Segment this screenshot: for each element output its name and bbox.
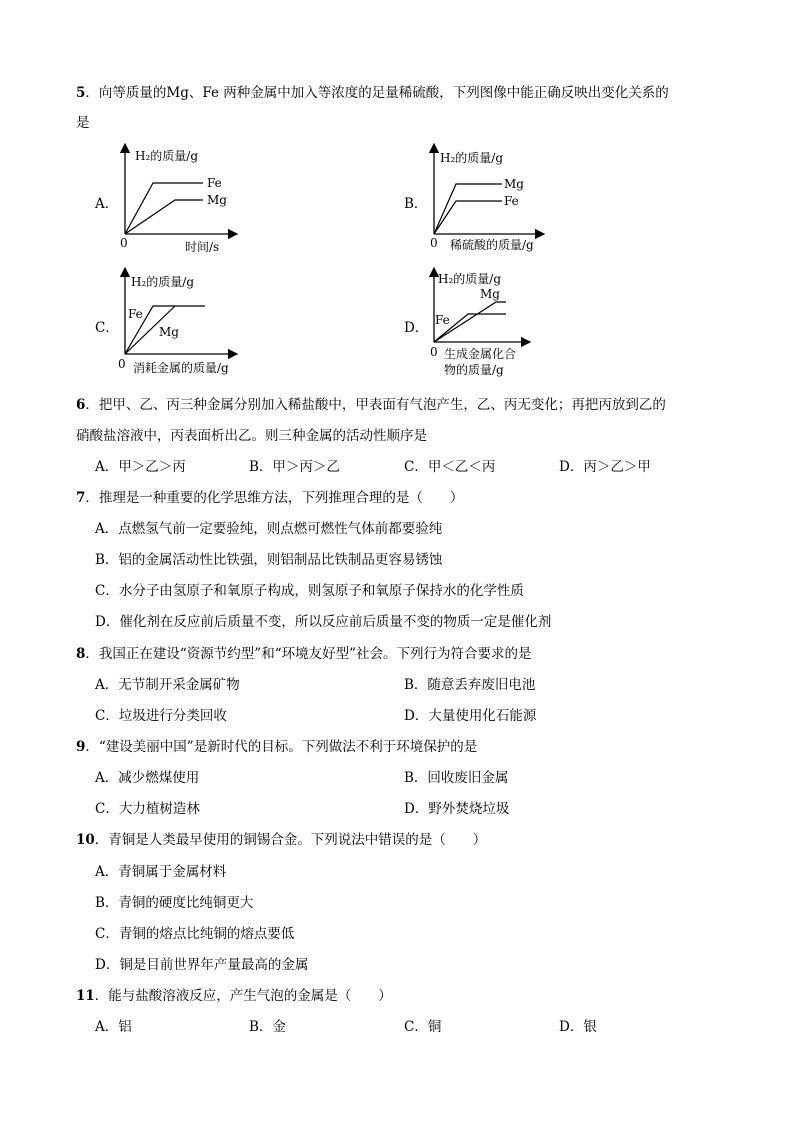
origin-label: 0 (430, 236, 438, 250)
question-6-stem: 6．把甲、乙、丙三种金属分别加入稀盐酸中，甲表面有气泡产生，乙、丙无变化；再把丙放到乙的 (76, 397, 666, 413)
graph-d (424, 266, 584, 382)
x-axis-label: 时间/s (185, 240, 220, 254)
line-upper (434, 184, 502, 234)
question-9-stem: 9．“建设美丽中国”是新时代的目标。下列做法不利于环境保护的是 (76, 739, 478, 755)
origin-label: 0 (430, 345, 438, 359)
question-11-stem: 11．能与盐酸溶液反应，产生气泡的金属是（ ） (76, 988, 392, 1004)
q8-option-b: B．随意丢弃废旧电池 (404, 677, 536, 693)
line-lower (125, 200, 203, 234)
x-axis-label-line2: 物的质量/g (444, 363, 504, 377)
q11-option-c: C．铜 (404, 1019, 442, 1035)
question-number: 10 (76, 832, 95, 848)
question-number: 8 (76, 646, 86, 662)
option-a-label: A． (95, 196, 119, 212)
question-7-stem: 7．推理是一种重要的化学思维方法，下列推理合理的是（ ） (76, 490, 464, 506)
question-6-stem-cont (76, 427, 427, 445)
question-number: 5 (76, 85, 86, 101)
graph-c (115, 266, 265, 382)
question-number: 9 (76, 739, 86, 755)
q8-option-c: C．垃圾进行分类回收 (95, 708, 227, 724)
question-8-stem: 8．我国正在建设“资源节约型”和“环境友好型”社会。下列行为符合要求的是 (76, 646, 532, 662)
q7-option-d: D．催化剂在反应前后质量不变，所以反应前后质量不变的物质一定是催化剂 (95, 614, 552, 630)
q11-option-d: D．银 (559, 1019, 597, 1035)
question-text: 向等质量的Mg、Fe 两种金属中加入等浓度的足量稀硫酸，下列图像中能正确反映出变化关系的 (98, 85, 669, 101)
question-number: 6 (76, 397, 86, 413)
q10-option-b: B．青铜的硬度比纯铜更大 (95, 895, 254, 911)
question-number: 7 (76, 490, 86, 506)
question-5-stem-cont (76, 114, 90, 132)
line-lower-label: Mg (207, 193, 227, 207)
q8-option-d: D．大量使用化石能源 (404, 708, 537, 724)
q9-option-c: C．大力植树造林 (95, 801, 200, 817)
q6-option-b: B．甲＞丙＞乙 (249, 459, 340, 475)
question-text: 能与盐酸溶液反应，产生气泡的金属是（ ） (108, 988, 392, 1004)
q10-option-c: C．青铜的熔点比纯铜的熔点要低 (95, 926, 295, 942)
q7-option-a: A．点燃氢气前一定要验纯，则点燃可燃性气体前都要验纯 (95, 521, 443, 537)
q9-option-d: D．野外焚烧垃圾 (404, 801, 510, 817)
q7-option-b: B．铝的金属活动性比铁强，则铝制品比铁制品更容易锈蚀 (95, 552, 443, 568)
question-text: 青铜是人类最早使用的铜锡合金。下列说法中错误的是（ ） (108, 832, 487, 848)
graph-a (115, 142, 265, 254)
question-number: 11 (76, 988, 95, 1004)
x-axis-label: 稀硫酸的质量/g (450, 238, 534, 252)
q9-option-a: A．减少燃煤使用 (95, 770, 200, 786)
origin-label: 0 (120, 236, 128, 250)
line-upper-label: Mg (480, 287, 500, 301)
x-axis-label: 消耗金属的质量/g (133, 361, 229, 375)
option-c-label: C． (95, 320, 119, 336)
q6-option-d: D．丙＞乙＞甲 (559, 459, 651, 475)
q10-option-a: A．青铜属于金属材料 (95, 864, 227, 880)
question-text: “建设美丽中国”是新时代的目标。下列做法不利于环境保护的是 (98, 739, 478, 755)
line-lower-label: Fe (504, 194, 519, 208)
question-10-stem: 10．青铜是人类最早使用的铜锡合金。下列说法中错误的是（ ） (76, 832, 487, 848)
y-axis-label: H₂的质量/g (135, 149, 199, 163)
line-lower (434, 201, 502, 234)
line-lower-label: Fe (435, 313, 450, 327)
origin-label: 0 (118, 357, 126, 371)
question-text: 硝酸盐溶液中，丙表面析出乙。则三种金属的活动性顺序是 (76, 428, 427, 444)
line-upper-label: Fe (207, 176, 222, 190)
question-text: 是 (76, 115, 90, 131)
q8-option-a: A．无节制开采金属矿物 (95, 677, 240, 693)
question-text: 我国正在建设“资源节约型”和“环境友好型”社会。下列行为符合要求的是 (98, 646, 532, 662)
x-axis-label-line1: 生成金属化合 (444, 347, 517, 361)
q6-option-c: C．甲＜乙＜丙 (404, 459, 496, 475)
question-5-stem: 5．向等质量的Mg、Fe 两种金属中加入等浓度的足量稀硫酸，下列图像中能正确反映出变化关系的 (76, 85, 669, 101)
q9-option-b: B．回收废旧金属 (404, 770, 509, 786)
question-text: 推理是一种重要的化学思维方法，下列推理合理的是（ ） (98, 490, 464, 506)
q10-option-d: D．铜是目前世界年产量最高的金属 (95, 957, 309, 973)
option-b-label: B． (404, 196, 428, 212)
graph-b (424, 142, 584, 254)
q11-option-b: B．金 (249, 1019, 286, 1035)
y-axis-label: H₂的质量/g (438, 272, 502, 286)
q6-option-a: A．甲＞乙＞丙 (95, 459, 186, 475)
y-axis-label: H₂的质量/g (131, 275, 195, 289)
question-text: 把甲、乙、丙三种金属分别加入稀盐酸中，甲表面有气泡产生，乙、丙无变化；再把丙放到乙的 (98, 397, 666, 413)
line-upper-label: Fe (128, 307, 143, 321)
option-d-label: D． (404, 320, 429, 336)
line-lower-label: Mg (159, 325, 179, 339)
line-upper-label: Mg (504, 177, 524, 191)
q11-option-a: A．铝 (95, 1019, 132, 1035)
q7-option-c: C．水分子由氢原子和氧原子构成，则氢原子和氧原子保持水的化学性质 (95, 583, 524, 599)
y-axis-label: H₂的质量/g (440, 151, 504, 165)
